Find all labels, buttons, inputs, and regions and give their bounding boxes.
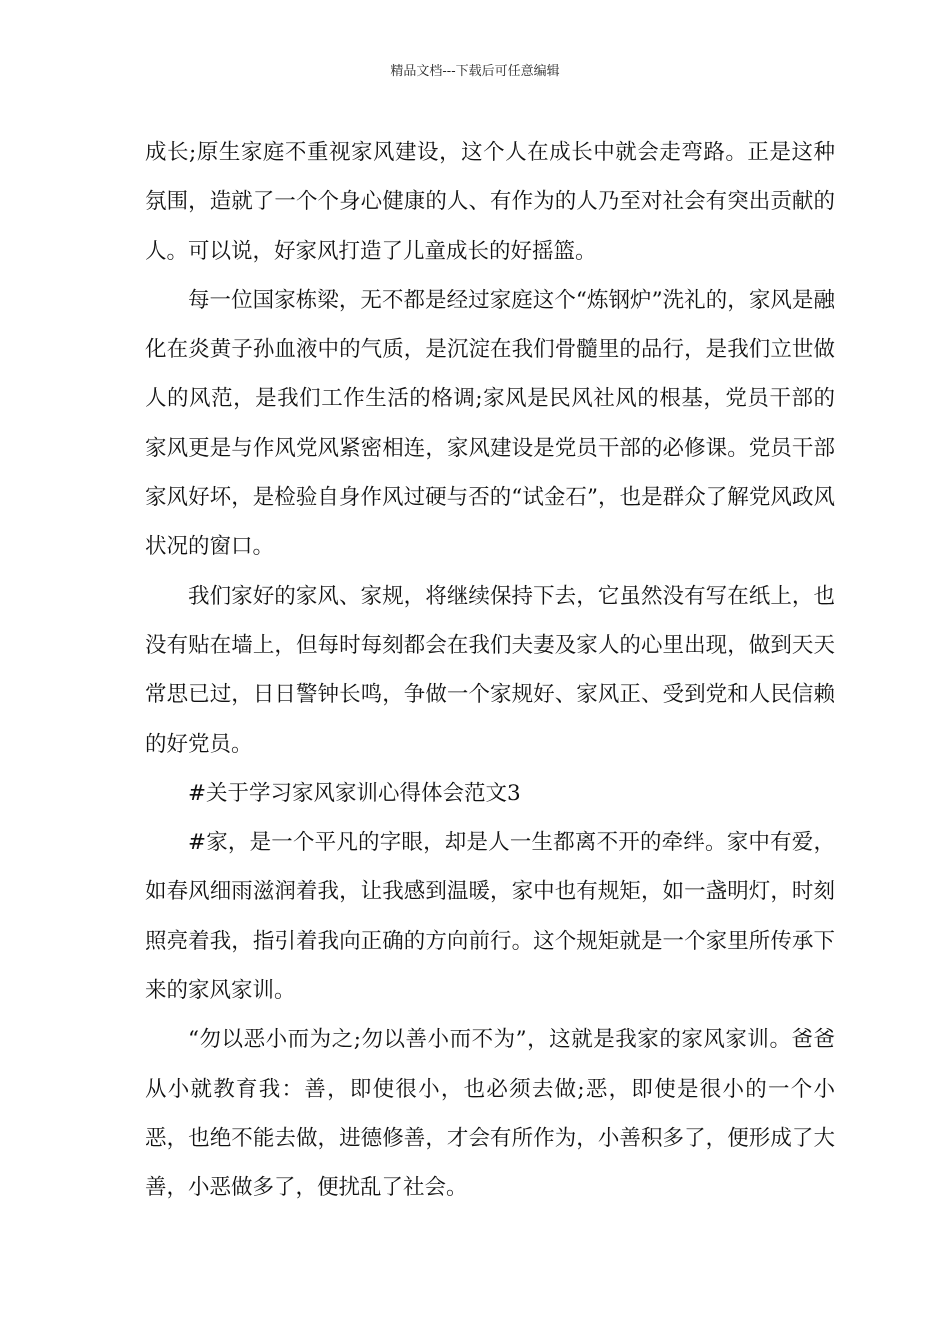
paragraph-1: 成长;原生家庭不重视家风建设，这个人在成长中就会走弯路。正是这种氛围，造就了一个个身心健康的人、有作为的人乃至对社会有突出贡献的人。可以说，好家风打造了儿童成长的好摇篮。 xyxy=(145,140,835,264)
paragraph-4: #家，是一个平凡的字眼，却是人一生都离不开的牵绊。家中有爱，如春风细雨滋润着我，让我感到温暖，家中也有规矩，如一盏明灯，时刻照亮着我，指引着我向正确的方向前行。这个规矩就是一个家里所传承下来的家风家训。 xyxy=(145,830,835,1004)
page-header: 精品文档---下载后可任意编辑 xyxy=(390,64,560,79)
paragraph-2: 每一位国家栋梁，无不都是经过家庭这个“炼钢炉”洗礼的，家风是融化在炎黄子孙血液中的气质，是沉淀在我们骨髓里的品行，是我们立世做人的风范，是我们工作生活的格调;家风是民风社风的根基，党员干部的家风更是与作风党风紧密相连，家风建设是党员干部的必修课。党员干部家风好坏，是检验自身作风过硬与否的“试金石”，也是群众了解党风政风状况的窗口。 xyxy=(145,287,835,560)
paragraph-3: 我们家好的家风、家规，将继续保持下去，它虽然没有写在纸上，也没有贴在墙上，但每时每刻都会在我们夫妻及家人的心里出现，做到天天常思已过，日日警钟长鸣，争做一个家规好、家风正、受到党和人民信赖的好党员。 xyxy=(145,583,835,757)
document-body xyxy=(145,128,835,1213)
paragraph-5: “勿以恶小而为之;勿以善小而不为”，这就是我家的家风家训。爸爸从小就教育我：善，即使很小，也必须去做;恶，即使是很小的一个小恶，也绝不能去做，进德修善，才会有所作为，小善积多了，便形成了大善，小恶做多了，便扰乱了社会。 xyxy=(145,1027,835,1201)
section-heading: #关于学习家风家训心得体会范文3 xyxy=(188,780,521,806)
